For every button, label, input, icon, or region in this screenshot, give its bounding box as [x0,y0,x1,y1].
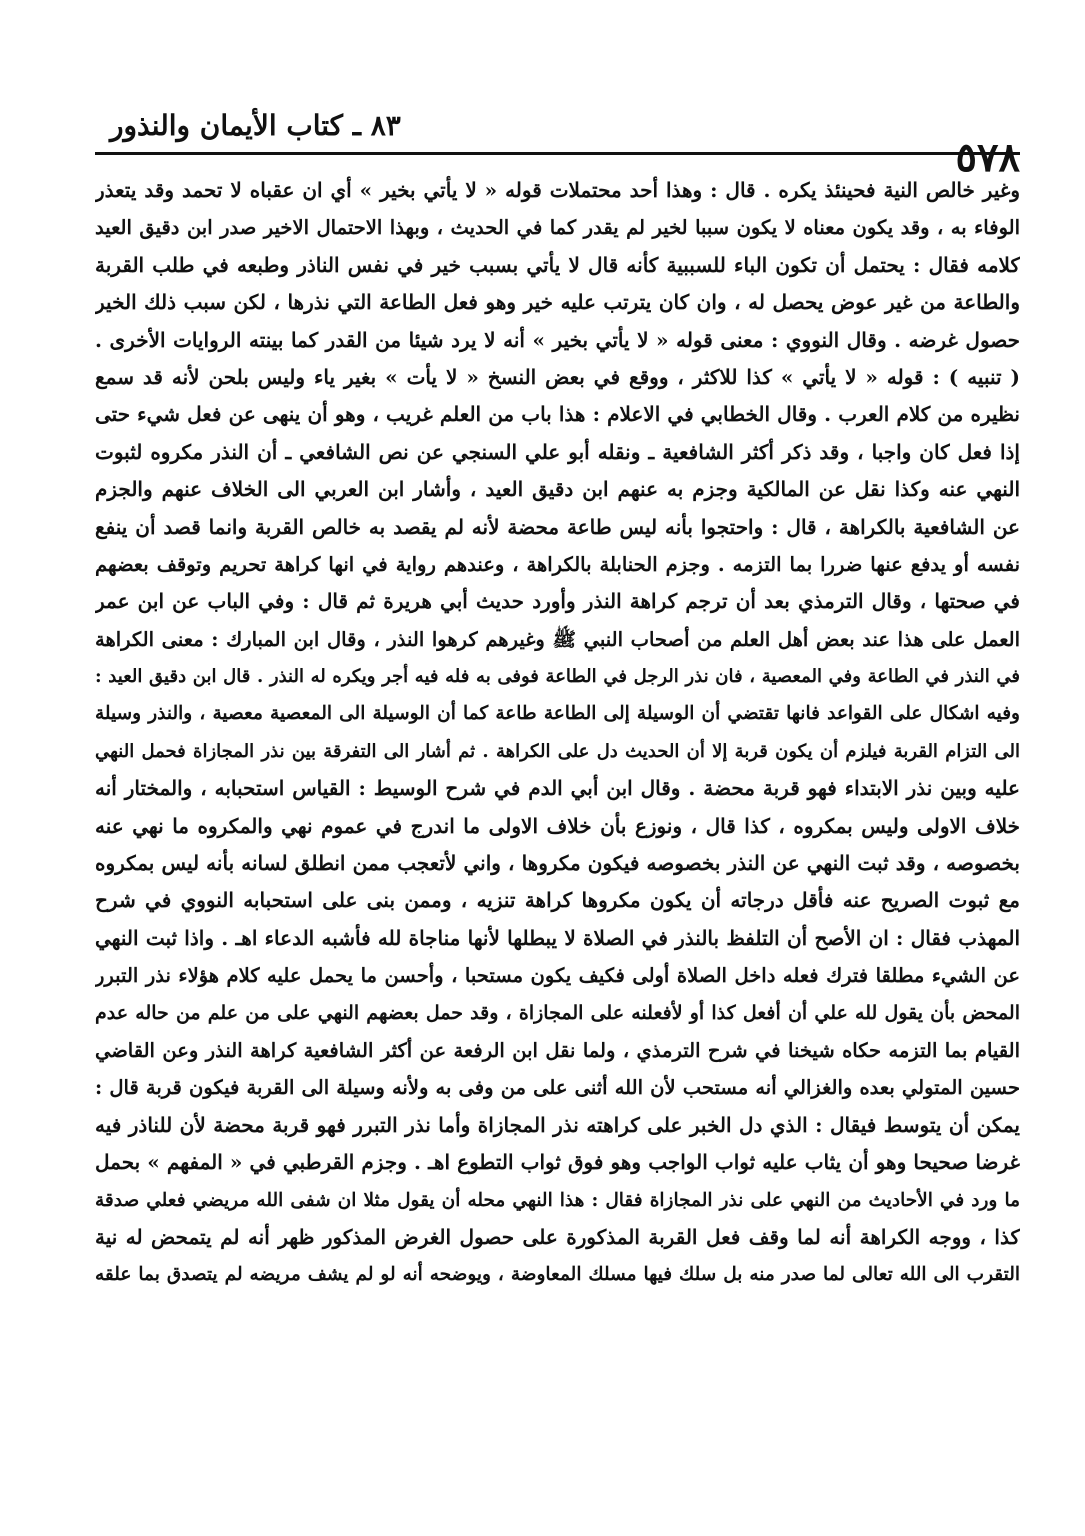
page-header [95,100,1020,181]
text-line: النهي عنه وكذا نقل عن المالكية وجزم به عنهم ابن دقيق العيد ، وأشار ابن العربي الى الخلاف عنهم والجزم [95,477,1020,502]
text-line: وغير خالص النية فحينئذ يكره . قال : وهذا أحد محتملات قوله « لا يأتي بخير » أي ان عقباه لا تحمد وقد يتعذر [95,178,1020,202]
text-line: الوفاء به ، وقد يكون معناه لا يكون سببا لخير لم يقدر كما في الحديث ، وبهذا الاحتمال الاخير صدر ابن دقيق العيد [95,216,1020,240]
text-line: نفسه أو يدفع عنها ضررا بما التزمه . وجزم الحنابلة بالكراهة ، وعندهم رواية في انها كراهة تحريم وتوقف بعضهم [95,552,1020,576]
text-line: التقرب الى الله تعالى لما صدر منه بل سلك فيها مسلك المعاوضة ، ويوضحه أنه لو لم يشف مريضه لم يتصدق بما علقه [95,1264,1020,1286]
text-line: عن الشافعية بالكراهة ، قال : واحتجوا بأنه ليس طاعة محضة لأنه لم يقصد به خالص القربة وانما قصد أن ينفع [95,514,1020,539]
text-line: خلاف الاولى وليس بمكروه ، كذا قال ، ونوزع بأن خلاف الاولى ما اندرج في عموم نهي والمكروه ما نهي عنه [95,813,1020,838]
text-line: يمكن أن يتوسط فيقال : الذي دل الخبر على كراهته نذر المجازاة وأما نذر التبرر فهو قربة محضة لأن للناذر فيه [95,1112,1020,1137]
text-line: حصول غرضه . وقال النووي : معنى قوله « لا يأتي بخير » أنه لا يرد شيئا من القدر كما بينته الروايات الأخرى . [95,327,1020,352]
text-line: غرضا صحيحا وهو أن يثاب عليه ثواب الواجب وهو فوق ثواب التطوع اهـ . وجزم القرطبي في « المفهم » بحمل [95,1150,1020,1175]
text-line: القيام بما التزمه حكاه شيخنا في شرح الترمذي ، ولما نقل ابن الرفعة عن أكثر الشافعية كراهة النذر وعن القاضي [95,1038,1020,1062]
text-line: ( تنبيه ) : قوله « لا يأتي » كذا للاكثر ، ووقع في بعض النسخ « لا يأت » بغير ياء وليس بلحن لأنه قد سمع [95,364,1020,389]
text-line: والطاعة من غير عوض يحصل له ، وان كان يترتب عليه خير وهو فعل الطاعة التي نذرها ، لكن سبب ذلك الخير [95,290,1020,315]
text-line: المهذب فقال : ان الأصح أن التلفظ بالنذر في الصلاة لا يبطلها لأنها مناجاة لله فأشبه الدعاء اهـ . واذا ثبت النهي [95,925,1020,950]
page-number: ٥٧٨ [955,134,1020,181]
body-text [95,172,1020,1294]
text-line: كذا ، ووجه الكراهة أنه لما وقف فعل القربة المذكورة على حصول الغرض المذكور ظهر أنه لم يتمحض له نية [95,1224,1020,1249]
text-line: عليه وبين نذر الابتداء فهو قربة محضة . وقال ابن أبي الدم في شرح الوسيط : القياس استحبابه ، والمختار أنه [95,776,1020,801]
header-rule [95,152,1020,155]
text-line: المحض بأن يقول لله علي أن أفعل كذا أو لأفعلنه على المجازاة ، وقد حمل بعضهم النهي على من علم من حاله عدم [95,1001,1020,1024]
running-title: ٨٣ ـ كتاب الأيمان والنذور [110,109,401,142]
text-line: العمل على هذا عند بعض أهل العلم من أصحاب النبي ﷺ وغيرهم كرهوا النذر ، وقال ابن المبارك : معنى الكراهة [95,627,1020,651]
text-line: وفيه اشكال على القواعد فانها تقتضي أن الوسيلة إلى الطاعة طاعة كما أن الوسيلة الى المعصية معصية ، والنذر وسيلة [95,703,1020,725]
text-line: في صحتها ، وقال الترمذي بعد أن ترجم كراهة النذر وأورد حديث أبي هريرة ثم قال : وفي الباب عن ابن عمر [95,589,1020,614]
text-line: حسين المتولي بعده والغزالي أنه مستحب لأن الله أثنى على من وفى به ولأنه وسيلة الى القربة فيكون قربة قال : [95,1076,1020,1100]
text-line: نظيره من كلام العرب . وقال الخطابي في الاعلام : هذا باب من العلم غريب ، وهو أن ينهى عن فعل شيء حتى [95,402,1020,427]
text-line: عن الشيء مطلقا فترك فعله داخل الصلاة أولى فكيف يكون مستحبا ، وأحسن ما يحمل عليه كلام هؤلاء نذر التبرر [95,964,1020,988]
text-line: ما ورد في الأحاديث من النهي على نذر المجازاة فقال : هذا النهي محله أن يقول مثلا ان شفى الله مريضي فعلي صدقة [95,1189,1020,1211]
text-line: في النذر في الطاعة وفي المعصية ، فان نذر الرجل في الطاعة فوفى به فله فيه أجر ويكره له النذر . قال ابن دقيق العيد : [95,666,1020,688]
text-line: الى التزام القربة فيلزم أن يكون قربة إلا أن الحديث دل على الكراهة . ثم أشار الى التفرقة بين نذر المجازاة فحمل النهي [95,740,1020,762]
text-line: بخصوصه ، وقد ثبت النهي عن النذر بخصوصه فيكون مكروها ، واني لأتعجب ممن انطلق لسانه بأنه ليس بمكروه [95,851,1020,876]
text-line: كلامه فقال : يحتمل أن تكون الباء للسببية كأنه قال لا يأتي بسبب خير في نفس الناذر وطبعه في طلب القربة [95,252,1020,277]
text-line: مع ثبوت الصريح عنه فأقل درجاته أن يكون مكروها كراهة تنزيه ، وممن بنى على استحبابه النووي في شرح [95,888,1020,913]
text-line: إذا فعل كان واجبا ، وقد ذكر أكثر الشافعية ـ ونقله أبو علي السنجي عن نص الشافعي ـ أن النذر مكروه لثبوت [95,439,1020,464]
